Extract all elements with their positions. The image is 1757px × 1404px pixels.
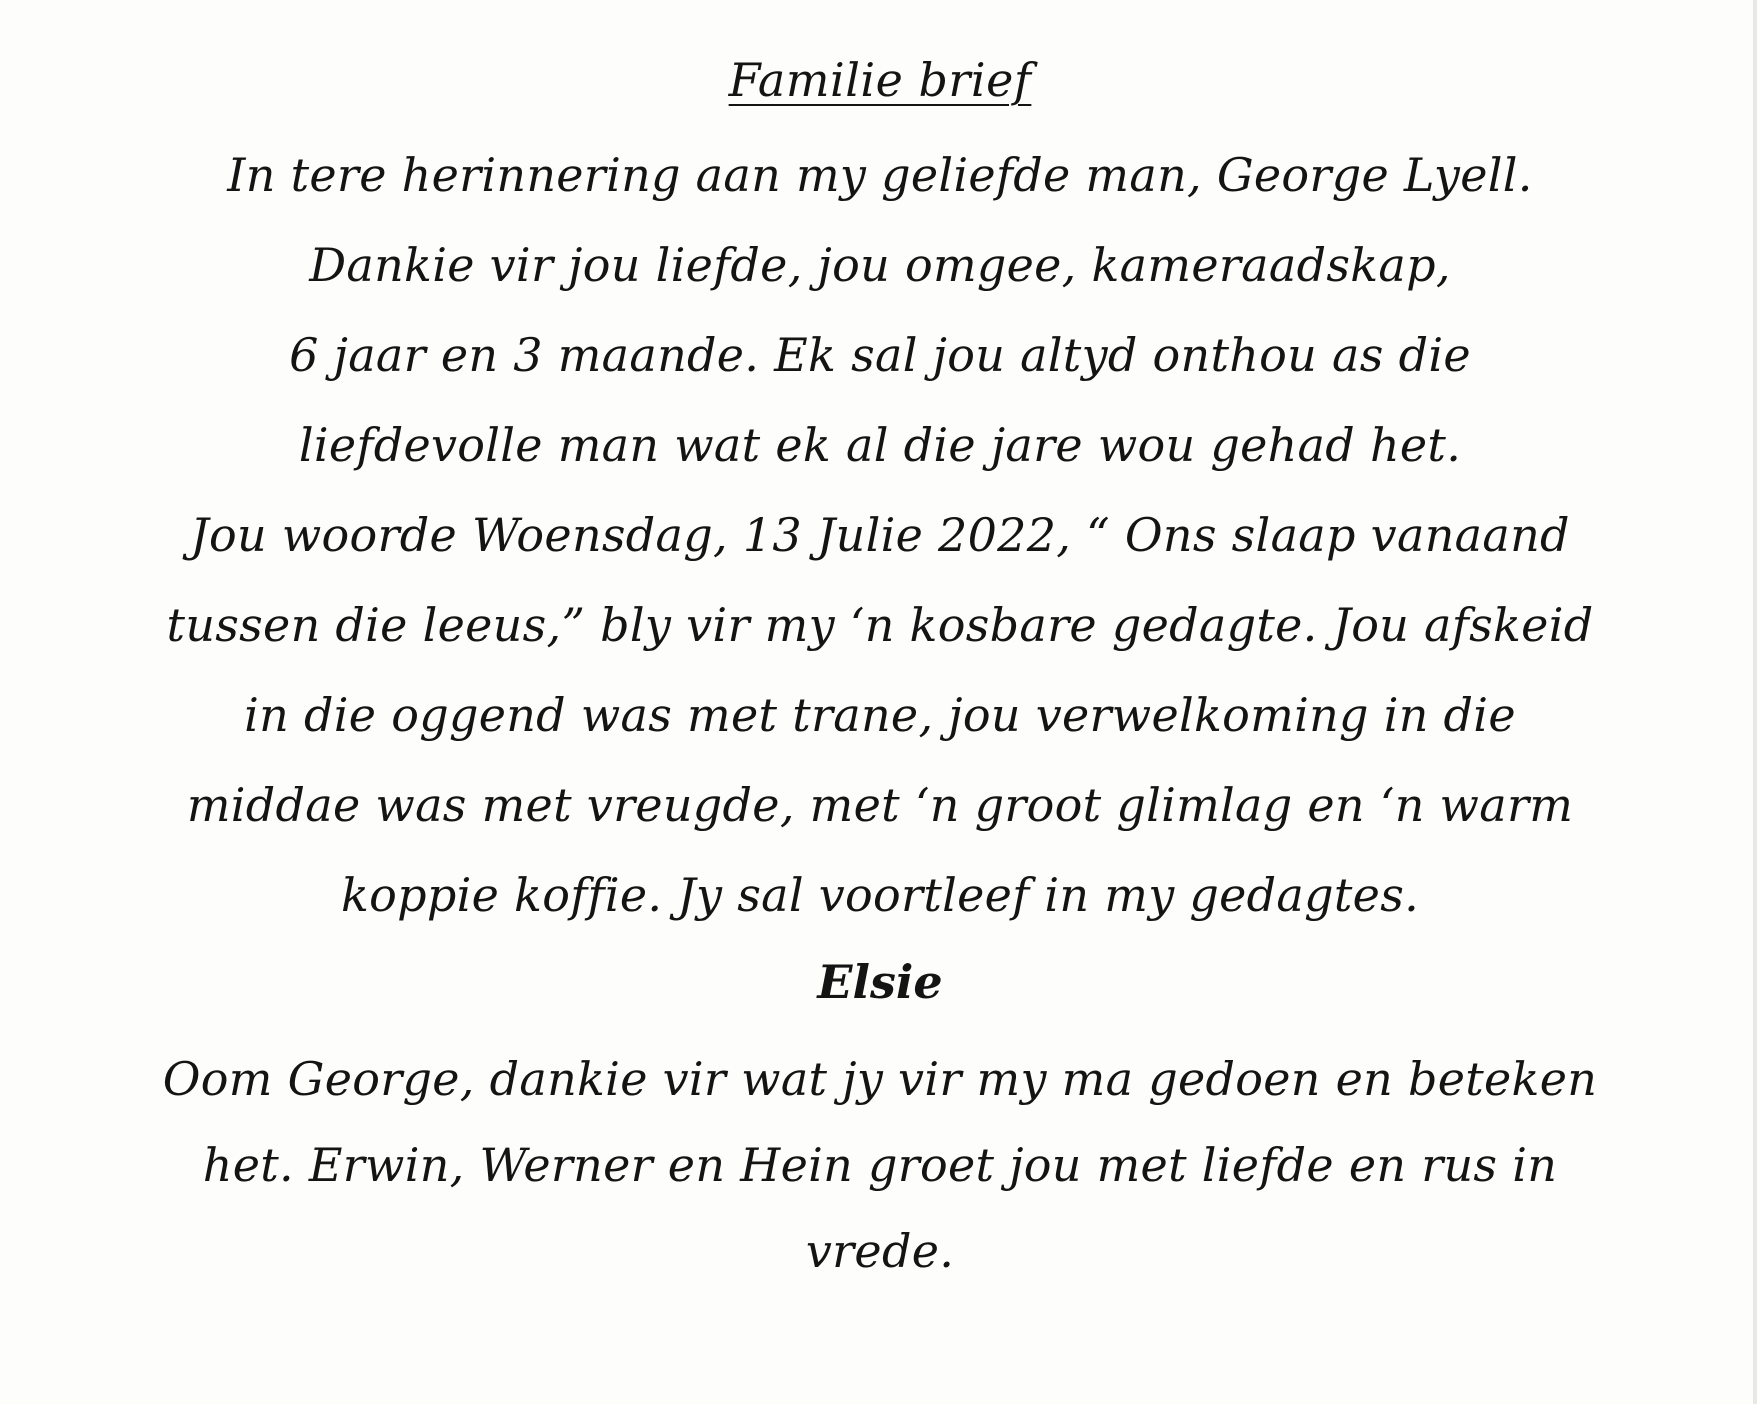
text-line: Jou woorde Woensdag, 13 Julie 2022, “ Ons slaap vanaand xyxy=(190,508,1570,562)
text-line: liefdevolle man wat ek al die jare wou gehad het. xyxy=(298,418,1462,472)
text-line: vrede. xyxy=(805,1224,955,1278)
text-line: Dankie vir jou liefde, jou omgee, kameraadskap, xyxy=(309,238,1451,292)
text-line: tussen die leeus,” bly vir my ‘n kosbare gedagte. Jou afskeid xyxy=(166,598,1594,652)
signature-name: Elsie xyxy=(817,955,943,1009)
text-line: in die oggend was met trane, jou verwelkoming in die xyxy=(244,688,1516,742)
text-line: middae was met vreugde, met ‘n groot glimlag en ‘n warm xyxy=(186,778,1574,832)
children-paragraph xyxy=(130,1036,1630,1294)
letter-title: Familie brief xyxy=(728,53,1032,107)
text-line: In tere herinnering aan my geliefde man, George Lyell. xyxy=(227,148,1533,202)
text-line: koppie koffie. Jy sal voortleef in my gedagtes. xyxy=(340,868,1420,922)
tribute-paragraph xyxy=(130,130,1630,940)
text-line: 6 jaar en 3 maande. Ek sal jou altyd onthou as die xyxy=(289,328,1471,382)
text-line: het. Erwin, Werner en Hein groet jou met liefde en rus in xyxy=(202,1138,1558,1192)
letter-body xyxy=(130,50,1630,1294)
scan-edge xyxy=(1753,0,1757,1404)
text-line: Oom George, dankie vir wat jy vir my ma gedoen en beteken xyxy=(162,1052,1598,1106)
